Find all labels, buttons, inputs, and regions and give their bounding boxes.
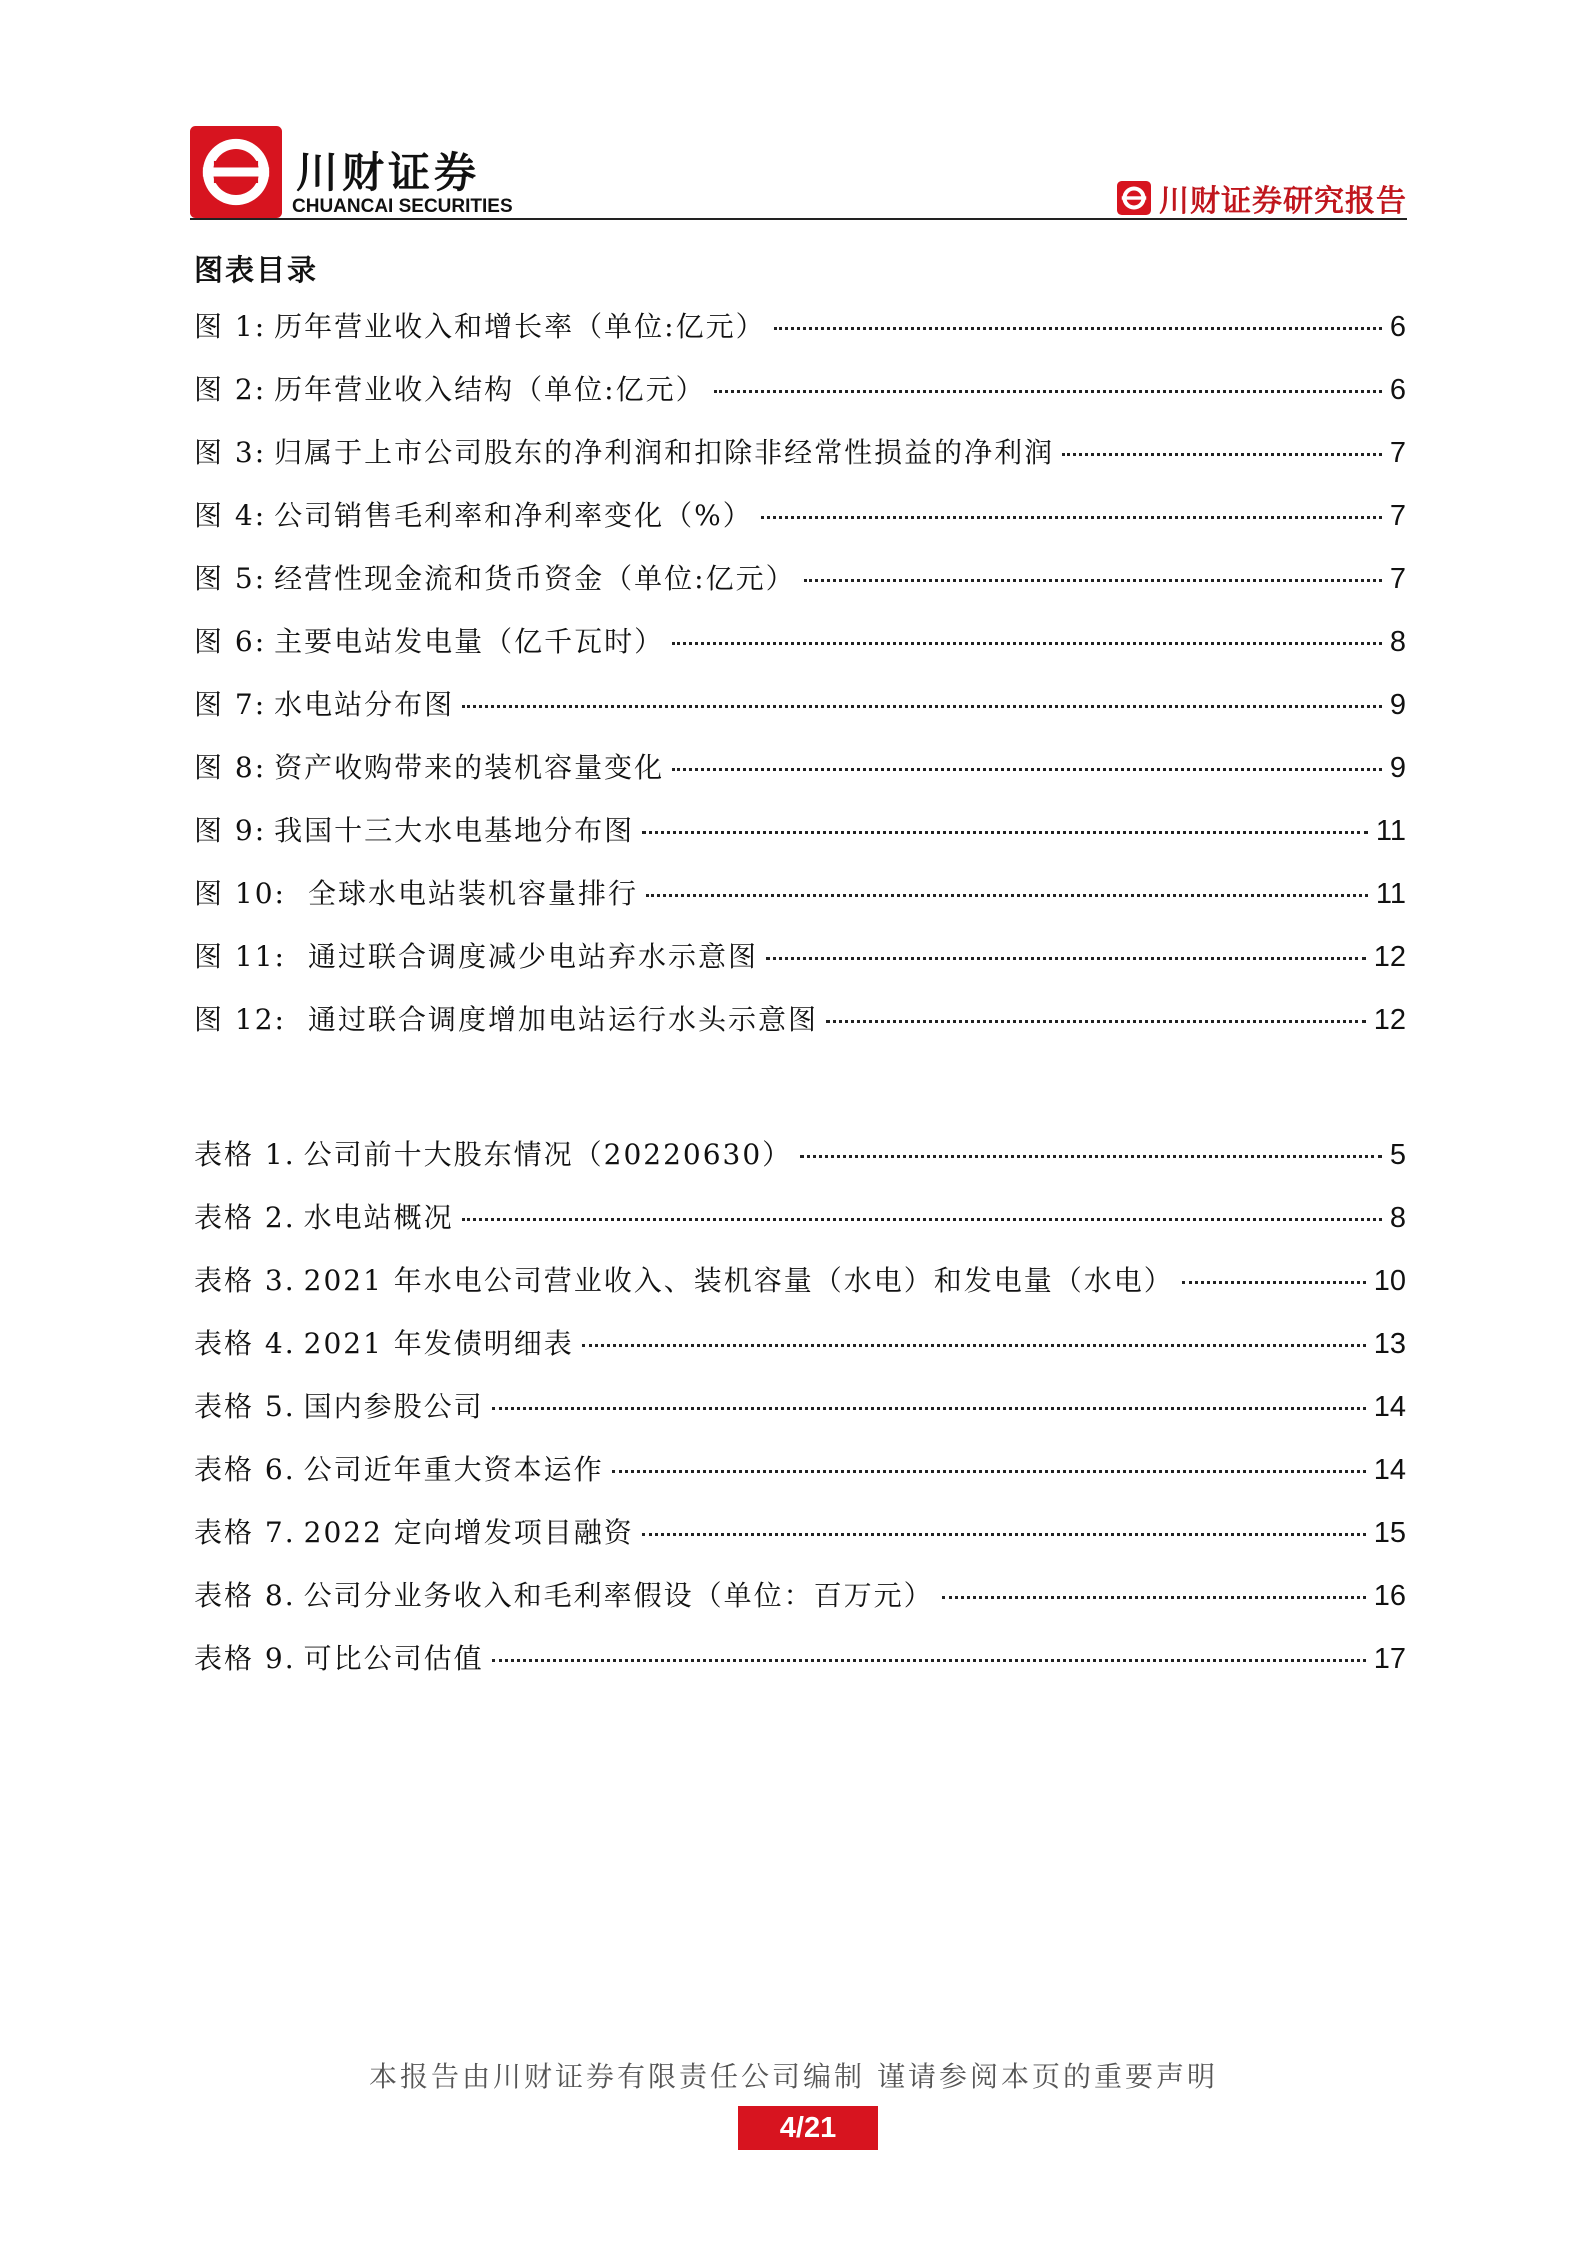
figure-label: [194, 809, 274, 849]
report-logo-icon: [1117, 181, 1151, 215]
dot-leader: [462, 705, 1382, 708]
table-entry[interactable]: [194, 1259, 1406, 1322]
figure-entry[interactable]: [194, 620, 1406, 683]
figure-number: 6:: [234, 625, 267, 658]
figure-title: 水电站分布图: [274, 688, 455, 721]
figure-list: [194, 305, 1406, 1061]
figure-entry[interactable]: [194, 305, 1406, 368]
figure-title: 经营性现金流和货币资金（单位:亿元）: [274, 562, 796, 595]
dot-leader: [1182, 1281, 1366, 1284]
table-number: 8.: [264, 1579, 296, 1612]
chuancai-logo-icon: [190, 126, 282, 218]
figure-number: 8:: [234, 751, 267, 784]
figure-entry[interactable]: [194, 935, 1406, 998]
figure-number: 3:: [234, 436, 267, 469]
figure-label-word: 图: [194, 373, 225, 406]
table-number: 4.: [264, 1327, 296, 1360]
table-title: 2021 年发债明细表: [303, 1327, 574, 1360]
figure-entry[interactable]: [194, 494, 1406, 557]
figure-title: 历年营业收入结构（单位:亿元）: [274, 373, 706, 406]
figure-entry[interactable]: [194, 746, 1406, 809]
figure-label: [194, 998, 294, 1038]
report-title: 川财证券研究报告: [1159, 184, 1407, 219]
dot-leader: [761, 516, 1382, 519]
table-entry[interactable]: [194, 1133, 1406, 1196]
toc-title: 图表目录: [194, 253, 319, 287]
table-entry[interactable]: [194, 1322, 1406, 1385]
figure-title: 全球水电站装机容量排行: [307, 877, 638, 910]
table-label: [194, 1133, 304, 1173]
figure-label-word: 图: [194, 877, 225, 910]
dot-leader: [942, 1596, 1366, 1599]
table-number: 6.: [264, 1453, 296, 1486]
figure-page-number: 7: [1389, 563, 1406, 595]
figure-entry[interactable]: [194, 431, 1406, 494]
figure-number: 9:: [234, 814, 267, 847]
dot-leader: [612, 1470, 1366, 1473]
figure-number: 2:: [234, 373, 267, 406]
figure-page-number: 11: [1375, 815, 1406, 847]
figure-entry[interactable]: [194, 683, 1406, 746]
figure-page-number: 7: [1389, 500, 1406, 532]
table-number: 1.: [264, 1138, 296, 1171]
table-label: [194, 1448, 304, 1488]
figure-label-word: 图: [194, 688, 225, 721]
figure-number: 7:: [234, 688, 267, 721]
brand-name-en: CHUANCAI SECURITIES: [292, 196, 513, 217]
figure-title: 通过联合调度减少电站弃水示意图: [307, 940, 758, 973]
header-divider: [190, 218, 1407, 220]
table-label-word: 表格: [194, 1516, 255, 1549]
figure-number: 12:: [234, 1003, 286, 1036]
table-page-number: 17: [1373, 1643, 1406, 1675]
figure-label: [194, 683, 274, 723]
figure-page-number: 9: [1389, 689, 1406, 721]
figure-entry[interactable]: [194, 998, 1406, 1061]
dot-leader: [672, 768, 1382, 771]
table-label-word: 表格: [194, 1327, 255, 1360]
figure-label: [194, 368, 274, 408]
figure-label: [194, 746, 274, 786]
table-title: 公司近年重大资本运作: [303, 1453, 604, 1486]
figure-number: 4:: [234, 499, 267, 532]
table-page-number: 5: [1389, 1139, 1406, 1171]
figure-title: 历年营业收入和增长率（单位:亿元）: [274, 310, 766, 343]
table-page-number: 15: [1373, 1517, 1406, 1549]
figure-page-number: 6: [1389, 374, 1406, 406]
dot-leader: [804, 579, 1382, 582]
table-label-word: 表格: [194, 1579, 255, 1612]
table-page-number: 13: [1373, 1328, 1406, 1360]
dot-leader: [462, 1218, 1382, 1221]
dot-leader: [774, 327, 1382, 330]
figure-page-number: 11: [1375, 878, 1406, 910]
dot-leader: [1062, 453, 1382, 456]
figure-label: [194, 620, 274, 660]
figure-page-number: 9: [1389, 752, 1406, 784]
figure-label: [194, 557, 274, 597]
table-label: [194, 1574, 304, 1614]
table-label: [194, 1511, 304, 1551]
table-entry[interactable]: [194, 1196, 1406, 1259]
figure-entry[interactable]: [194, 809, 1406, 872]
table-title: 2021 年水电公司营业收入、装机容量（水电）和发电量（水电）: [303, 1264, 1174, 1297]
figure-label-word: 图: [194, 814, 225, 847]
table-number: 7.: [264, 1516, 296, 1549]
figure-title: 通过联合调度增加电站运行水头示意图: [307, 1003, 818, 1036]
dot-leader: [714, 390, 1382, 393]
table-number: 9.: [264, 1642, 296, 1675]
figure-title: 公司销售毛利率和净利率变化（%）: [274, 499, 753, 532]
table-page-number: 14: [1373, 1391, 1406, 1423]
table-page-number: 8: [1389, 1202, 1406, 1234]
figure-title: 资产收购带来的装机容量变化: [274, 751, 665, 784]
dot-leader: [642, 1533, 1366, 1536]
dot-leader: [492, 1407, 1366, 1410]
footer-disclaimer: 本报告由川财证券有限责任公司编制 谨请参阅本页的重要声明: [369, 2060, 1218, 2093]
table-entry[interactable]: [194, 1511, 1406, 1574]
figure-label: [194, 494, 274, 534]
table-entry[interactable]: [194, 1637, 1406, 1700]
figure-label-word: 图: [194, 499, 225, 532]
table-label: [194, 1196, 304, 1236]
figure-number: 10:: [234, 877, 286, 910]
dot-leader: [646, 894, 1368, 897]
report-title-block: [1117, 176, 1407, 220]
page-header: [190, 118, 1407, 220]
figure-page-number: 6: [1389, 311, 1406, 343]
table-page-number: 10: [1373, 1265, 1406, 1297]
figure-label-word: 图: [194, 940, 225, 973]
table-title: 2022 定向增发项目融资: [303, 1516, 634, 1549]
table-page-number: 14: [1373, 1454, 1406, 1486]
table-label-word: 表格: [194, 1138, 255, 1171]
table-title: 公司分业务收入和毛利率假设（单位：百万元）: [303, 1579, 934, 1612]
figure-label-word: 图: [194, 436, 225, 469]
figure-label: [194, 305, 274, 345]
table-title: 水电站概况: [303, 1201, 454, 1234]
figure-entry[interactable]: [194, 368, 1406, 431]
table-title: 可比公司估值: [303, 1642, 484, 1675]
figure-title: 归属于上市公司股东的净利润和扣除非经常性损益的净利润: [274, 436, 1055, 469]
figure-title: 主要电站发电量（亿千瓦时）: [274, 625, 665, 658]
brand-name-cn: 川财证券: [296, 148, 481, 197]
figure-label: [194, 431, 274, 471]
dot-leader: [672, 642, 1382, 645]
table-list: [194, 1133, 1406, 1700]
page-number: 4/21: [738, 2106, 878, 2150]
table-label-word: 表格: [194, 1264, 255, 1297]
figure-label: [194, 872, 294, 912]
figure-page-number: 8: [1389, 626, 1406, 658]
figure-page-number: 12: [1373, 941, 1406, 973]
table-entry[interactable]: [194, 1574, 1406, 1637]
table-label-word: 表格: [194, 1453, 255, 1486]
table-label: [194, 1385, 304, 1425]
table-label: [194, 1637, 304, 1677]
figure-label-word: 图: [194, 562, 225, 595]
figure-number: 1:: [234, 310, 267, 343]
dot-leader: [800, 1155, 1382, 1158]
figure-page-number: 7: [1389, 437, 1406, 469]
table-label-word: 表格: [194, 1201, 255, 1234]
dot-leader: [766, 957, 1366, 960]
table-number: 5.: [264, 1390, 296, 1423]
table-label-word: 表格: [194, 1390, 255, 1423]
figure-label-word: 图: [194, 1003, 225, 1036]
table-label-word: 表格: [194, 1642, 255, 1675]
figure-label-word: 图: [194, 751, 225, 784]
dot-leader: [642, 831, 1368, 834]
table-label: [194, 1259, 304, 1299]
figure-page-number: 12: [1373, 1004, 1406, 1036]
table-title: 公司前十大股东情况（20220630）: [303, 1138, 793, 1171]
dot-leader: [492, 1659, 1366, 1662]
dot-leader: [826, 1020, 1366, 1023]
figure-label-word: 图: [194, 625, 225, 658]
table-title: 国内参股公司: [303, 1390, 484, 1423]
table-label: [194, 1322, 304, 1362]
figure-label: [194, 935, 294, 975]
figure-entry[interactable]: [194, 557, 1406, 620]
table-entry[interactable]: [194, 1448, 1406, 1511]
figure-number: 11:: [234, 940, 286, 973]
table-number: 3.: [264, 1264, 296, 1297]
table-entry[interactable]: [194, 1385, 1406, 1448]
table-number: 2.: [264, 1201, 296, 1234]
dot-leader: [582, 1344, 1366, 1347]
figure-number: 5:: [234, 562, 267, 595]
figure-title: 我国十三大水电基地分布图: [274, 814, 635, 847]
table-page-number: 16: [1373, 1580, 1406, 1612]
figure-entry[interactable]: [194, 872, 1406, 935]
figure-label-word: 图: [194, 310, 225, 343]
